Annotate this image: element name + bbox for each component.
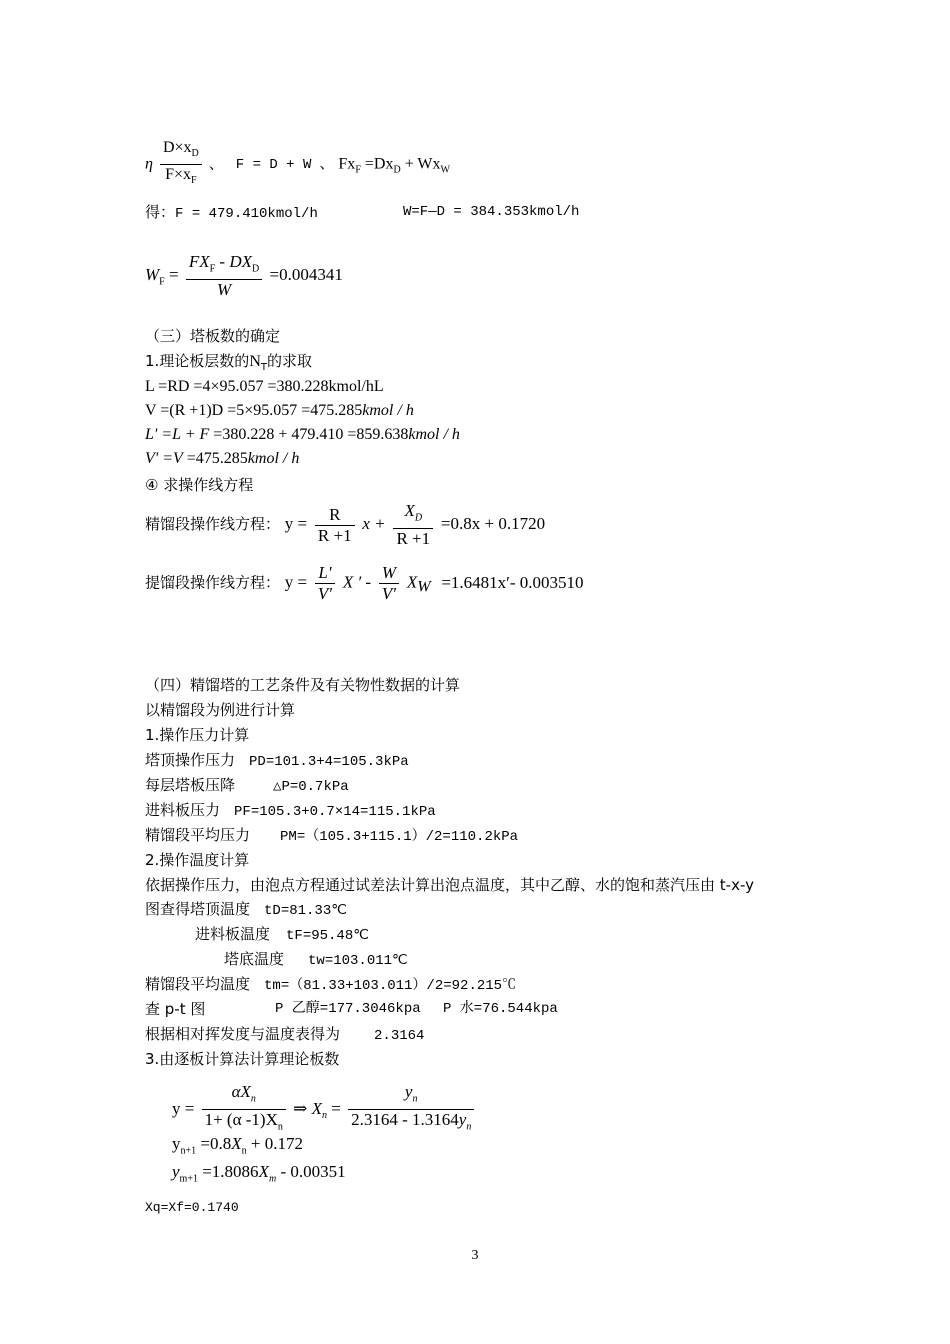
feed-temperature: 进料板温度 tF=95.48℃: [195, 925, 369, 944]
op-line-heading: ④ 求操作线方程: [145, 476, 254, 494]
strip-step-equation: $y_{m+1} =1.8086X_m - 0.00351$: [172, 1162, 346, 1185]
section3-heading: （三）塔板数的确定: [145, 327, 281, 345]
result-line: 得：F = 479.410kmol/h W=F—D = 384.353kmol/h: [145, 203, 580, 222]
vprime-equation: V' =V =475.285kmol / h: [145, 450, 300, 467]
wf-equation: $W_F$ = $\frac{FX_F - DX_D}{W}$ =0.004341: [145, 252, 343, 300]
stepwise-heading: 3.由逐板计算法计算理论板数: [145, 1050, 340, 1068]
equilibrium-equation: y = $\frac{\alpha X_n}{1+ (\alpha -1)X_n}$ ⇒ $X_n$ = $\frac{y_n}{2.3164 - 1.3164y_n}$: [172, 1082, 477, 1138]
avg-pressure: 精馏段平均压力 PM=（105.3+115.1）/2=110.2kPa: [145, 826, 519, 845]
pressure-heading: 1.操作压力计算: [145, 726, 250, 744]
lprime-equation: L' =L + F =380.228 + 479.410 =859.638kmol / h: [145, 426, 460, 443]
feed-pressure: 进料板压力 PF=105.3+0.7×14=115.1kPa: [145, 801, 436, 820]
top-temperature: 图查得塔顶温度 tD=81.33℃: [145, 900, 347, 919]
section4-intro: 以精馏段为例进行计算: [145, 701, 296, 719]
wf-fraction: $\frac{FX_F - DX_D}{W}$: [186, 252, 262, 300]
pt-chart-line: 查 p-t 图 P 乙醇=177.3046kpa P 水=76.544kpa: [145, 1000, 558, 1018]
rectifying-equation: 精馏段操作线方程： y = $\frac{R}{R +1}$ x + $\frac{X_D}{R +1}$ =0.8x + 0.1720: [145, 501, 546, 549]
v-equation: V =(R +1)D =5×95.057 =475.285kmol / h: [145, 402, 414, 419]
rect-step-equation: $y_{n+1} =0.8X_n + 0.172$: [172, 1134, 303, 1157]
avg-temperature: 精馏段平均温度 tm=（81.33+103.011）/2=92.215℃: [145, 975, 517, 994]
section4-heading: （四）精馏塔的工艺条件及有关物性数据的计算: [145, 676, 461, 694]
bottom-temperature: 塔底温度 tw=103.011℃: [224, 950, 408, 969]
stripping-equation: 提馏段操作线方程： y = $\frac{L'}{V'}$ X ′ - $\frac{W}{V'}$ $X_W =1.6481x'-$ 0.003510: [145, 563, 584, 603]
top-pressure: 塔顶操作压力 PD=101.3+4=105.3kPa: [145, 751, 409, 770]
eta-equation: η $\frac{D\times x_D}{F\times x_F}$ 、 F = D + W 、 $Fx_F =Dx_D + Wx_W$: [145, 138, 450, 191]
temperature-description: 依据操作压力，由泡点方程通过试差法计算出泡点温度，其中乙醇、水的饱和蒸汽压由 t-x-y: [145, 876, 754, 894]
eta-fraction: $\frac{D\times x_D}{F\times x_F}$: [160, 138, 202, 191]
pressure-drop: 每层塔板压降 △P=0.7kPa: [145, 776, 349, 795]
page-number: 3: [471, 1248, 479, 1263]
l-equation: L =RD =4×95.057 =380.228kmol/hL: [145, 378, 384, 395]
alpha-line: 根据相对挥发度与温度表得为 2.3164: [145, 1025, 425, 1044]
xq-line: Xq=Xf=0.1740: [145, 1200, 239, 1215]
temperature-heading: 2.操作温度计算: [145, 851, 250, 869]
section3-sub1: 1.理论板层数的$N_T$的求取: [145, 352, 312, 373]
eta-symbol: η: [145, 155, 153, 173]
